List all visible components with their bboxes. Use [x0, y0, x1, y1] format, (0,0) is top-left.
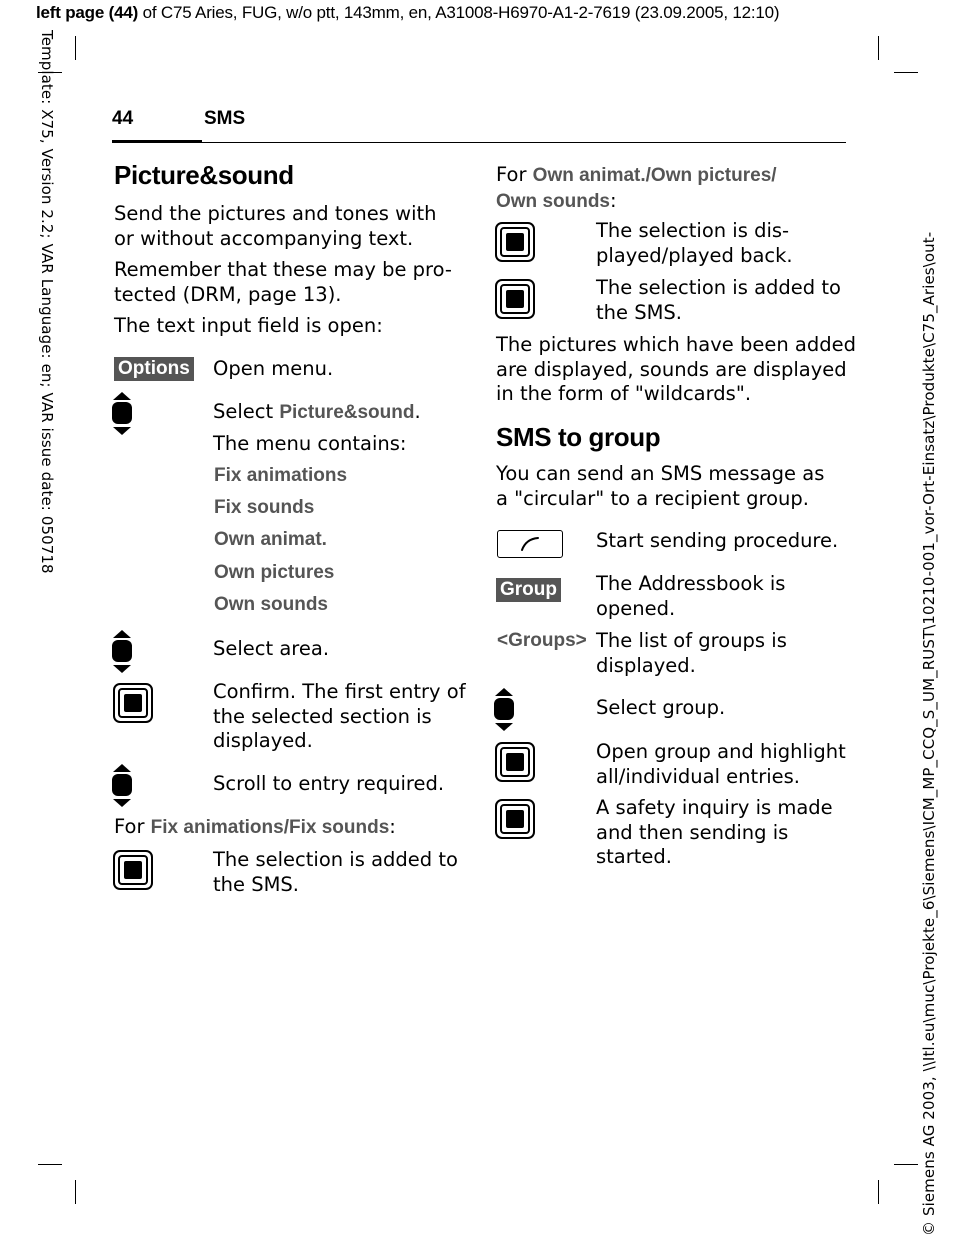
nav-key-icon [111, 392, 133, 436]
select-step: Select Picture&sound. [213, 400, 421, 423]
drm-paragraph: Remember that these may be pro- tected (DRM, page 13). [114, 258, 452, 306]
start-sending-desc: Start sending procedure. [596, 529, 839, 552]
open-group-desc: Open group and highlight all/individual entries. [596, 740, 846, 788]
menu-contains: The menu contains: [213, 432, 407, 455]
center-key-icon [495, 799, 535, 839]
groups-label: <Groups> [497, 630, 587, 651]
copyright-path: © Siemens AG 2003, \\Itl.eu\muc\Projekte_6\Siemens\ICM_MP_CCQ_S_UM_RUST\10210-001_vor-Ort-Einsatz\Produkte\C75_Aries\out- [920, 231, 938, 1236]
crop-mark [878, 1180, 879, 1204]
added-desc: The selection is added to the SMS. [213, 848, 458, 896]
page-number-rule [112, 140, 202, 143]
crop-mark [894, 72, 918, 73]
nav-key-icon [111, 630, 133, 674]
print-header-bold: left page (44) [36, 3, 139, 22]
nav-key-icon [493, 688, 515, 732]
displayed-desc: The selection is dis- played/played back. [596, 219, 793, 267]
menu-item: Own animat. [214, 529, 327, 550]
nav-key-icon [111, 764, 133, 808]
center-key-icon [113, 683, 153, 723]
select-group-desc: Select group. [596, 696, 726, 719]
center-key-icon [495, 279, 535, 319]
running-head [112, 106, 846, 143]
input-open-text: The text input field is open: [114, 314, 383, 337]
for-own-line: For Own animat./Own pictures/ Own sounds: [496, 163, 777, 212]
menu-item: Own pictures [214, 562, 335, 583]
intro-paragraph: Send the pictures and tones with or without accompanying text. [114, 202, 437, 250]
addressbook-desc: The Addressbook is opened. [596, 572, 786, 620]
page-number: 44 [112, 108, 134, 129]
print-header [36, 3, 916, 23]
menu-item: Fix sounds [214, 497, 315, 518]
heading-sms-to-group: SMS to group [496, 422, 661, 452]
for-fix-line: For Fix animations/Fix sounds: [114, 815, 396, 838]
options-softkey: Options [114, 357, 194, 381]
crop-mark [38, 1164, 62, 1165]
menu-item: Own sounds [214, 594, 328, 615]
template-info: Template: X75, Version 2.2; VAR Language: en; VAR issue date: 050718 [38, 30, 56, 574]
crop-mark [894, 1164, 918, 1165]
select-area: Select area. [213, 637, 330, 660]
center-key-icon [113, 850, 153, 890]
added-desc-right: The selection is added to the SMS. [596, 276, 841, 324]
print-header-rest: of C75 Aries, FUG, w/o ptt, 143mm, en, A31008-H6970-A1-2-7619 (23.09.2005, 12:10) [138, 3, 780, 22]
center-key-icon [495, 742, 535, 782]
group-softkey: Group [496, 578, 561, 602]
menu-item: Fix animations [214, 465, 348, 486]
crop-mark [75, 1180, 76, 1204]
scroll-desc: Scroll to entry required. [213, 772, 445, 795]
center-key-icon [495, 222, 535, 262]
crop-mark [75, 36, 76, 60]
groups-desc: The list of groups is displayed. [596, 629, 787, 677]
crop-mark [878, 36, 879, 60]
options-desc: Open menu. [213, 357, 334, 380]
confirm-desc: Confirm. The first entry of the selected section is displayed. [213, 680, 466, 752]
wildcards-paragraph: The pictures which have been added are displayed, sounds are displayed in the form of "wildcards". [496, 333, 856, 405]
heading-picture-sound: Picture&sound [114, 160, 294, 190]
section-name: SMS [204, 108, 246, 129]
safety-desc: A safety inquiry is made and then sending is started. [596, 796, 833, 868]
group-intro: You can send an SMS message as a "circular" to a recipient group. [496, 462, 825, 510]
call-key-icon [497, 530, 563, 558]
